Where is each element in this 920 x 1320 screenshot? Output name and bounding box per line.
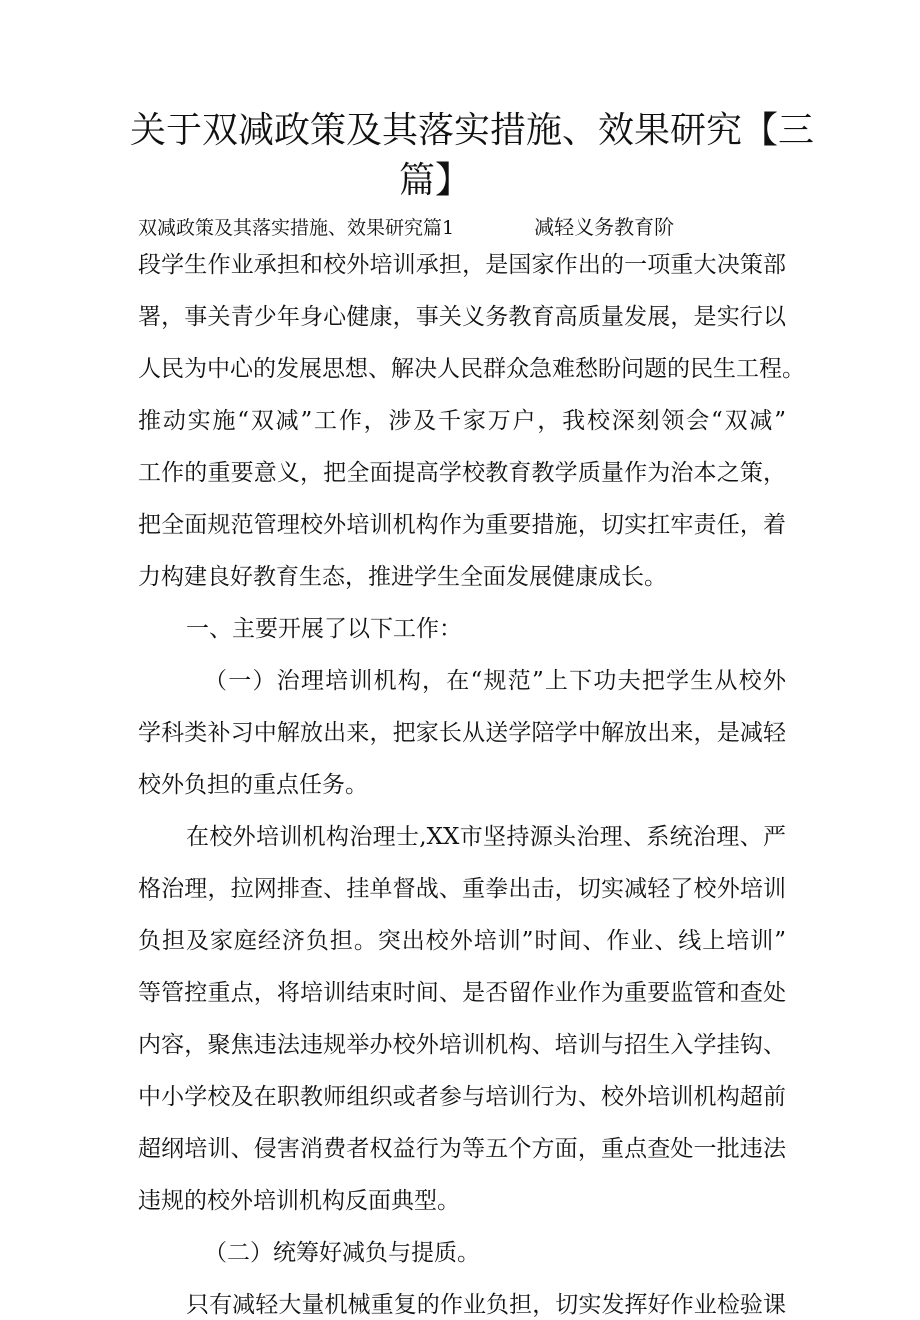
section-heading-row	[138, 214, 674, 241]
paragraph-line: 超纲培训、侵害消费者权益行为等五个方面，重点查处一批违法	[138, 1136, 786, 1162]
section-heading-main-work: 一、主要开展了以下工作：	[186, 616, 462, 642]
paragraph-line: 只有减轻大量机械重复的作业负担，切实发挥好作业检验课	[186, 1292, 786, 1318]
paragraph-line: 内容，聚焦违法违规举办校外培训机构、培训与招生入学挂钩、	[138, 1032, 786, 1058]
paragraph-line: 学科类补习中解放出来，把家长从送学陪学中解放出来，是减轻	[138, 720, 786, 746]
section-heading: 双减政策及其落实措施、效果研究篇1	[138, 217, 455, 239]
section-heading-balance: （二）统筹好减负与提质。	[204, 1240, 480, 1266]
paragraph-line: 把全面规范管理校外培训机构作为重要措施，切实扛牢责任，着	[138, 512, 786, 538]
paragraph-line: 力构建良好教育生态，推进学生全面发展健康成长。	[138, 564, 667, 590]
paragraph-line: 段学生作业承担和校外培训承担，是国家作出的一项重大决策部	[138, 252, 786, 278]
paragraph-line: 违规的校外培训机构反面典型。	[138, 1188, 460, 1214]
paragraph-line: 署，事关青少年身心健康，事关义务教育高质量发展，是实行以	[138, 304, 786, 330]
paragraph-line: 中小学校及在职教师组织或者参与培训行为、校外培训机构超前	[138, 1084, 786, 1110]
paragraph-line: 负担及家庭经济负担。突出校外培训”时间、作业、线上培训”	[138, 928, 786, 954]
paragraph-line: 格治理，拉网排查、挂单督战、重拳出击，切实减轻了校外培训	[138, 876, 786, 902]
title-line-1: 关于双减政策及其落实措施、效果研究【三	[130, 110, 815, 151]
paragraph-line: 在校外培训机构治理士,XX市坚持源头治理、系统治理、严	[186, 824, 786, 850]
document-title	[130, 106, 815, 206]
paragraph-line: 等管控重点，将培训结束时间、是否留作业作为重要监管和查处	[138, 980, 786, 1006]
paragraph-line: 人民为中心的发展思想、解决人民群众急难愁盼问题的民生工程。	[138, 356, 805, 382]
paragraph-line: 减轻义务教育阶	[534, 215, 675, 239]
paragraph-line: 推动实施“双减”工作，涉及千家万户，我校深刻领会“双减”	[138, 408, 786, 434]
paragraph-line: 工作的重要意义，把全面提高学校教育教学质量作为治本之策，	[138, 460, 786, 486]
paragraph-line: （一）治理培训机构，在“规范”上下功夫把学生从校外	[204, 668, 786, 694]
paragraph-line: 校外负担的重点任务。	[138, 772, 368, 798]
title-line-2: 篇】	[398, 160, 471, 201]
